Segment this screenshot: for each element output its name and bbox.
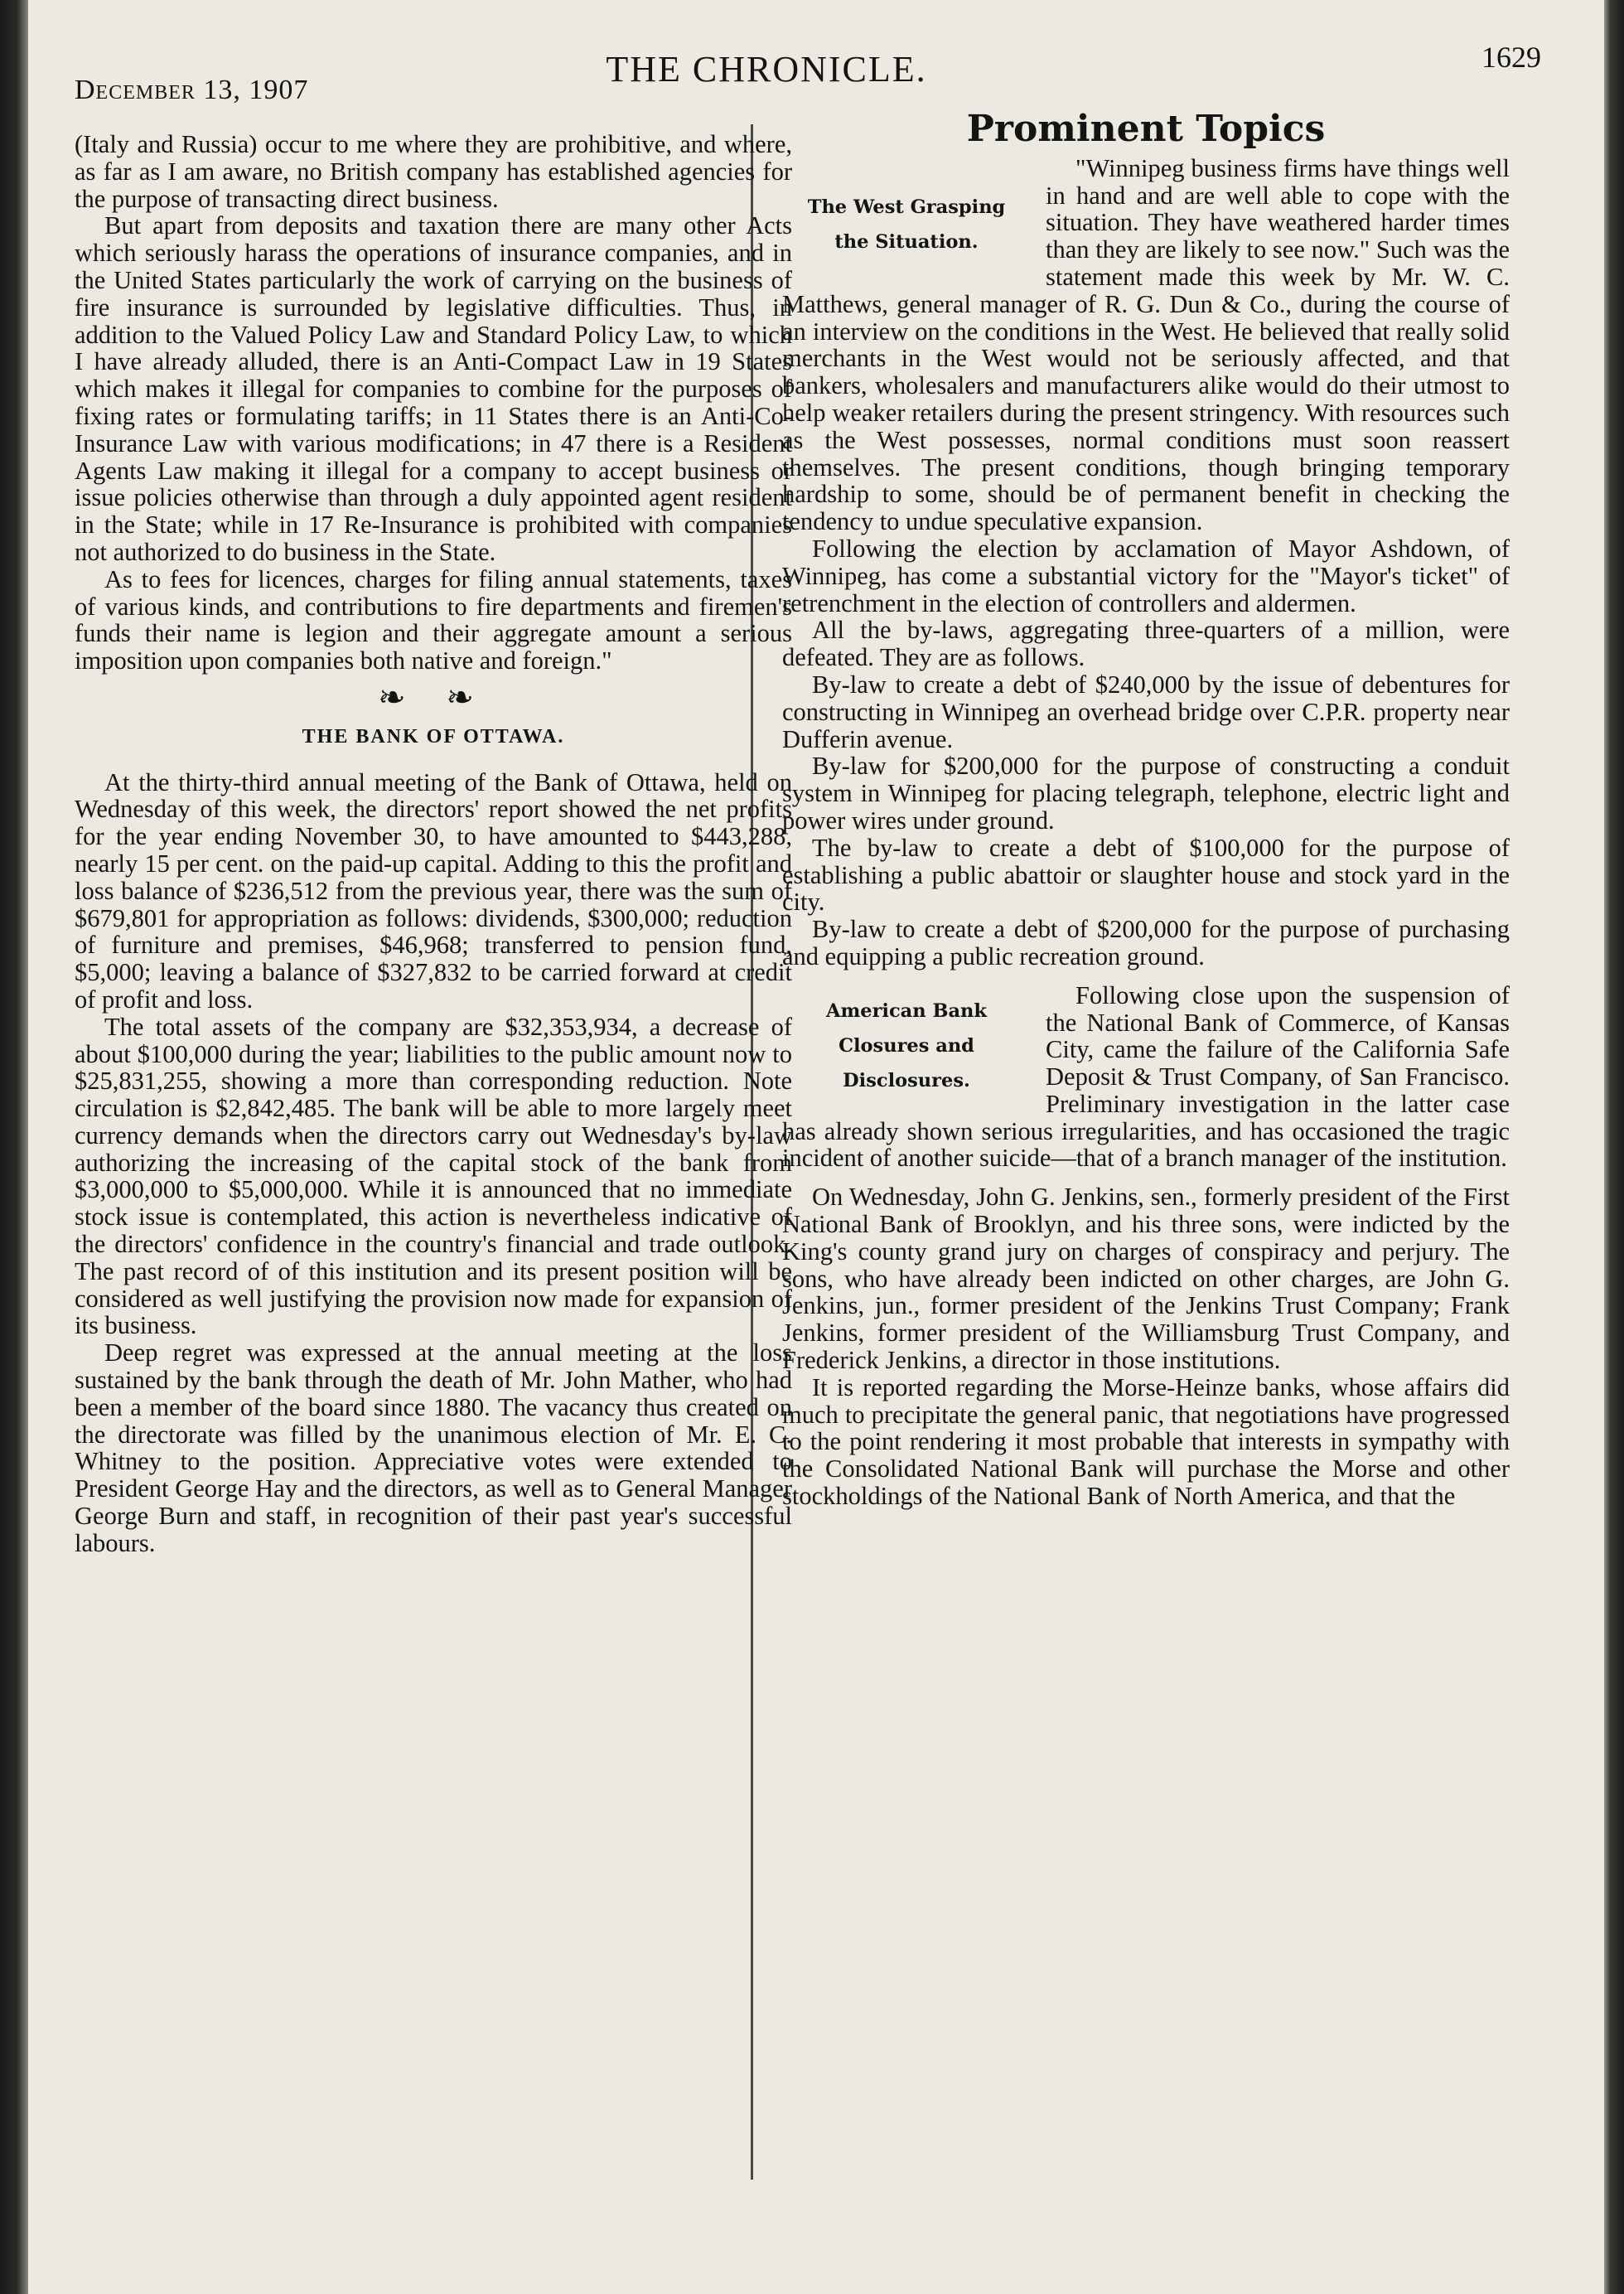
side-heading-line: The West Grasping bbox=[807, 196, 1006, 218]
page-number: 1629 bbox=[1481, 41, 1541, 74]
paragraph: Following the election by acclamation of Mayor Ashdown, of Winnipeg, has come a substantial victory for the "Mayor's ticket" of retrenchment in the election of controllers and aldermen. bbox=[782, 534, 1510, 617]
paragraph: The total assets of the company are $32,353,934, a decrease of about $100,000 during the year; liabilities to the public amount now to $25,831,255, showing a more than corresponding reduction. Note circulation is $2,842,485. The bank will be able to more largely meet currency demands when the directors carry out Wednesday's by-law authorizing the increasing of the capital stock of the bank from $3,000,000 to $5,000,000. While it is announced that no immediate stock issue is contemplated, this action is nevertheless indicative of the directors' confidence in the country's financial and trade outlook. The past record of of this institution and its present position will be considered as well justifying the provision now made for expansion of its business. bbox=[75, 1012, 792, 1340]
side-heading-line: Closures and bbox=[839, 1034, 974, 1057]
section-title-bank-of-ottawa: THE BANK OF OTTAWA. bbox=[302, 725, 565, 748]
paragraph: By-law to create a debt of $240,000 by the issue of debentures for constructing in Winnipeg an overhead bridge over C.P.R. property near Dufferin avenue. bbox=[782, 670, 1510, 753]
section-title-prominent-topics: Prominent Topics bbox=[966, 108, 1326, 150]
topic-west-grasping bbox=[782, 155, 1510, 970]
paragraph: (Italy and Russia) occur to me where they are prohibitive, and where, as far as I am aware, no British company has established agencies for the purpose of transacting direct business. bbox=[75, 130, 792, 213]
section-ornament: ❧ ❧ bbox=[378, 678, 489, 717]
paragraph: All the by-laws, aggregating three-quarters of a million, were defeated. They are as follows. bbox=[782, 616, 1510, 672]
topic-american-bank bbox=[782, 982, 1510, 1510]
paragraph: But apart from deposits and taxation there are many other Acts which seriously harass the operations of insurance companies, and in the United States particularly the work of carrying on the business of fire insurance is surrounded by legislative difficulties. Thus, in addition to the Valued Policy Law and Standard Policy Law, to which I have already alluded, there is an Anti-Compact Law in 19 States which makes it illegal for companies to combine for the purposes of fixing rates or formulating tariffs; in 11 States there is an Anti-Co-Insurance Law with various modifications; in 47 there is a Resident Agents Law making it illegal for a company to accept business or issue policies otherwise than through a duly appointed agent resident in the State; while in 17 Re-Insurance is prohibited with companies not authorized to do business in the State. bbox=[75, 211, 792, 566]
paragraph: On Wednesday, John G. Jenkins, sen., formerly president of the First National Bank of Brooklyn, and his three sons, were indicted by the King's county grand jury on charges of conspiracy and perjury. The sons, who have already been indicted on other charges, are John G. Jenkins, jun., former president of the Jenkins Trust Company; Frank Jenkins, former president of the Williamsburg Trust Company, and Frederick Jenkins, a director in those institutions. bbox=[782, 1183, 1510, 1375]
publication-title: THE CHRONICLE. bbox=[606, 49, 927, 90]
left-column bbox=[75, 131, 792, 1557]
paragraph: "Winnipeg business firms have things well in hand and are well able to cope with the situation. They have weathered harder times than they are likely to see now." Such was the statement made this week by Mr. W. C. Matthews, general manager of R. G. Dun & Co., during the course of an interview on the conditions in the West. He believed that really solid merchants in the West would not be seriously affected, and that bankers, wholesalers and manufacturers alike would do their utmost to help weaker retailers during the present stringency. With resources such as the West possesses, normal conditions must soon reassert themselves. The present conditions, though bringing temporary hardship to some, should be of permanent benefit in checking the tendency to undue speculative expansion. bbox=[782, 154, 1510, 536]
page-header bbox=[66, 43, 1566, 118]
side-heading-line: Disclosures. bbox=[843, 1069, 970, 1091]
paragraph: By-law for $200,000 for the purpose of constructing a conduit system in Winnipeg for placing telegraph, telephone, electric light and power wires under ground. bbox=[782, 752, 1510, 835]
right-column bbox=[782, 108, 1510, 1510]
issue-date: December 13, 1907 bbox=[75, 75, 309, 105]
paragraph: By-law to create a debt of $200,000 for the purpose of purchasing and equipping a public recreation ground. bbox=[782, 915, 1510, 970]
side-heading bbox=[782, 994, 1031, 1098]
paragraph: Following close upon the suspension of the National Bank of Commerce, of Kansas City, came the failure of the California Safe Deposit & Trust Company, of San Francisco. Preliminary investigation in the latter case has already shown serious irregularities, and has occasioned the tragic incident of another suicide—that of a branch manager of the institution. bbox=[782, 981, 1510, 1173]
paragraph: As to fees for licences, charges for filing annual statements, taxes of various kinds, and contributions to fire departments and firemen's funds their name is legion and their aggregate amount a serious imposition upon companies both native and foreign." bbox=[75, 564, 792, 675]
side-heading-line: the Situation. bbox=[834, 230, 979, 253]
paragraph: At the thirty-third annual meeting of the Bank of Ottawa, held on Wednesday of this week, the directors' report showed the net profits for the year ending November 30, to have amounted to $443,288, nearly 15 per cent. on the paid-up capital. Adding to this the profit and loss balance of $236,512 from the previous year, there was the sum of $679,801 for appropriation as follows: dividends, $300,000; reduction of furniture and premises, $46,968; transferred to pension fund, $5,000; leaving a balance of $327,832 to be carried forward at credit of profit and loss. bbox=[75, 767, 792, 1014]
paragraph: It is reported regarding the Morse-Heinze banks, whose affairs did much to precipitate the general panic, that negotiations have progressed to the point rendering it most probable that interests in sympathy with the Consolidated National Bank will purchase the Morse and other stockholdings of the National Bank of North America, and that the bbox=[782, 1372, 1510, 1510]
side-heading-line: American Bank bbox=[826, 999, 987, 1022]
side-heading bbox=[782, 190, 1031, 259]
paragraph: The by-law to create a debt of $100,000 for the purpose of establishing a public abattoir or slaughter house and stock yard in the city. bbox=[782, 833, 1510, 917]
paragraph: Deep regret was expressed at the annual meeting at the loss sustained by the bank through the death of Mr. John Mather, who had been a member of the board since 1880. The vacancy thus created on the directorate was filled by the unanimous election of Mr. E. C. Whitney to the position. Appreciative votes were extended to President George Hay and the directors, as well as to General Manager George Burn and staff, in recognition of their past year's successful labours. bbox=[75, 1338, 792, 1557]
